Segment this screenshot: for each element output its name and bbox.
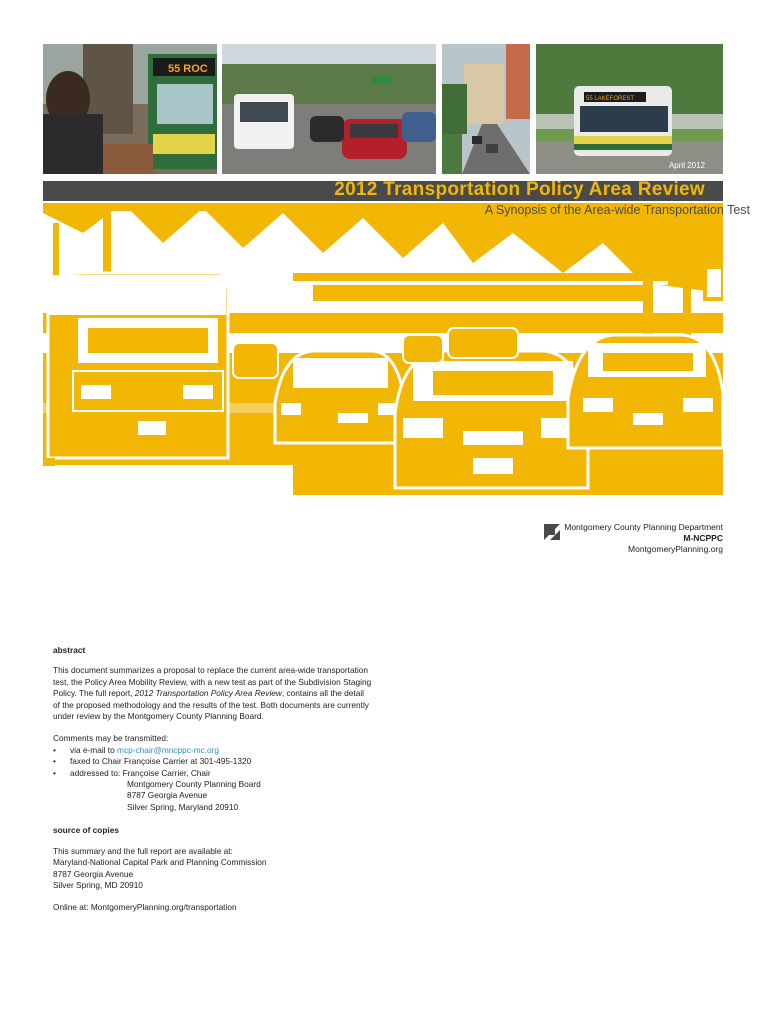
bus-sign-right: 55 LAKEFOREST xyxy=(586,96,635,102)
copies-intro: This summary and the full report are available at: xyxy=(53,845,233,856)
publisher-website[interactable]: MontgomeryPlanning.org xyxy=(628,544,723,554)
email-prefix: via e-mail to xyxy=(70,744,118,755)
copies-line: Maryland-National Capital Park and Planning Commission xyxy=(53,857,267,868)
address-line: 8787 Georgia Avenue xyxy=(127,790,208,801)
abstract-line: test, the Policy Area Mobility Review, with a new test as part of the Subdivision Staging xyxy=(53,676,372,687)
abstract-line-start: Policy. The full report, xyxy=(53,688,135,699)
abstract-line: This document summarizes a proposal to replace the current area-wide transportation xyxy=(53,665,368,676)
address-line: Silver Spring, Maryland 20910 xyxy=(127,801,239,812)
list-item: • faxed to Chair Françoise Carrier at 301-495-1320 xyxy=(53,756,413,767)
copies-line: 8787 Georgia Avenue xyxy=(53,868,134,879)
bus-sign-left: 55 ROC xyxy=(168,63,208,75)
publisher-department: Montgomery County Planning Department xyxy=(564,522,723,532)
abstract-line-end: , contains all the detail xyxy=(281,688,365,699)
cover-photo-city-street xyxy=(442,44,530,174)
publisher-agency: M-NCPPC xyxy=(683,533,723,543)
title-bar xyxy=(43,181,723,201)
list-item xyxy=(53,745,413,756)
cover-photo-bus-stop xyxy=(43,44,217,174)
cover-photo-ride-on-bus xyxy=(536,44,723,174)
abstract-heading: abstract xyxy=(53,645,86,655)
comment-methods-list xyxy=(53,745,413,779)
copies-paragraph xyxy=(53,846,413,892)
abstract-paragraph xyxy=(53,665,413,722)
email-link[interactable]: mcp-chair@mncppc-mc.org xyxy=(117,744,220,755)
abstract-line: under review by the Montgomery County Planning Board. xyxy=(53,711,264,722)
abstract-line xyxy=(53,688,413,699)
online-link[interactable]: Online at: MontgomeryPlanning.org/transportation xyxy=(53,902,237,913)
full-report-title: 2012 Transportation Policy Area Review xyxy=(134,688,282,699)
cover-photo-traffic xyxy=(222,44,436,174)
abstract-line: of the proposed methodology and the results of the test. Both documents are currently xyxy=(53,699,369,710)
mailing-address xyxy=(53,779,413,813)
copies-line: Silver Spring, MD 20910 xyxy=(53,879,143,890)
copies-heading: source of copies xyxy=(53,825,119,836)
publication-date: April 2012 xyxy=(668,161,705,170)
address-line: Montgomery County Planning Board xyxy=(127,779,261,790)
list-item: • addressed to: Françoise Carrier, Chair xyxy=(53,768,413,779)
mncppc-logo-icon xyxy=(544,524,560,540)
report-title: 2012 Transportation Policy Area Review xyxy=(334,179,705,200)
abstract-section xyxy=(53,645,413,914)
report-subtitle: A Synopsis of the Area-wide Transportation Test xyxy=(484,203,750,217)
comments-intro: Comments may be transmitted: xyxy=(53,733,169,744)
cover-hero-traffic-illustration xyxy=(43,203,723,495)
